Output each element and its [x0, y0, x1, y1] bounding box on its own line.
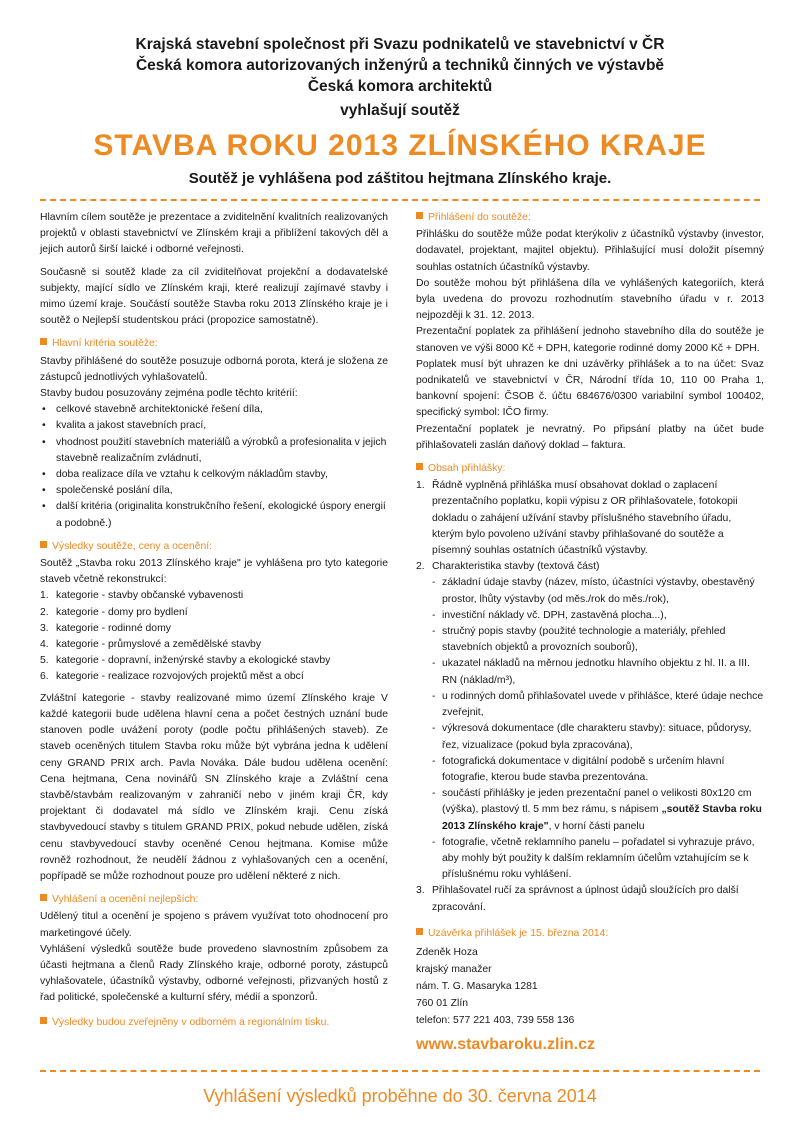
- criteria-list: [40, 402, 388, 532]
- registration-paragraph-3: Prezentační poplatek za přihlášení jednoho stavebního díla do soutěže je stanoven ve výši 8000 Kč + DPH, kategorie rodinné domy 2000 Kč + DPH.: [416, 326, 764, 354]
- list-item: 2. Charakteristika stavby (textová část): [416, 561, 600, 573]
- criteria-intro: Stavby přihlášené do soutěže posuzuje odborná porota, která je složena ze zástupců jednotlivých vyhlašovatelů.: [40, 355, 388, 383]
- page-title: STAVBA ROKU 2013 ZLÍNSKÉHO KRAJE: [93, 129, 707, 162]
- contact-block: [416, 944, 764, 1029]
- publication-note: Výsledky budou zveřejněny v odborném a regionálním tisku.: [40, 1015, 388, 1031]
- sub-item: - investiční náklady vč. DPH, zastavěná plocha...),: [416, 608, 764, 624]
- section-heading-results: Výsledky soutěže, ceny a ocenění:: [40, 539, 388, 555]
- intro-paragraph-2: Současně si soutěž klade za cíl zviditelňovat projekční a dodavatelské subjekty, mající sídlo ve Zlínském kraji, které realizují zajímavé stavby i mimo území kraje. Součástí soutěže Stavba roku 2013 Zlínského kraje je i soutěž o Nejlepší studentskou práci (propozice samostatně).: [40, 266, 388, 327]
- bullet-square-icon: [416, 928, 423, 935]
- section-heading-deadline: Uzávěrka přihlášek je 15. března 2014:: [416, 926, 764, 942]
- contact-phone: telefon: 577 221 403, 739 558 136: [416, 1014, 575, 1026]
- list-item: 3. kategorie - rodinné domy: [40, 622, 171, 634]
- list-item: 1. kategorie - stavby občanské vybavenosti: [40, 590, 244, 602]
- left-column: [40, 210, 388, 1031]
- page-subtitle: Soutěž je vyhlášena pod záštitou hejtmana Zlínského kraje.: [188, 170, 612, 187]
- sub-item: - výkresová dokumentace (dle charakteru stavby): situace, půdorysy, řez, vizualizace (pokud byla zpracována),: [416, 721, 764, 753]
- list-item: • další kritéria (originalita konstrukčního řešení, ekologické úspory energií a podobně.): [40, 499, 388, 531]
- awards-paragraph-2: Vyhlášení výsledků soutěže bude provedeno slavnostním způsobem za účasti hejtmana a členů Rady Zlínského kraje, odborné poroty, zástupců vyhlašovatele, účastníků výstavby, odborné veřejnosti, přizvaných hostů z řad politické, společenské a kulturní sféry, médií a sponzorů.: [40, 943, 388, 1004]
- awards-paragraph-1: Udělený titul a ocenění je spojeno s právem využívat toto ohodnocení pro marketingové účely.: [40, 911, 388, 939]
- sub-item: - ukazatel nákladů na měrnou jednotku hlavního objektu z hl. II. a III. RN (náklad/m³),: [416, 656, 764, 688]
- announce-text: vyhlašují soutěž: [340, 102, 460, 119]
- section-heading-criteria: Hlavní kritéria soutěže:: [40, 336, 388, 352]
- list-item: • vhodnost použití stavebních materiálů a výrobků a profesionalita v jejich stavebně realizačním zvládnutí,: [40, 435, 388, 467]
- organizer-3: Česká komora architektů: [307, 78, 493, 95]
- contact-name: Zdeněk Hoza: [416, 946, 478, 958]
- top-divider: [40, 199, 760, 201]
- bottom-divider: [40, 1070, 760, 1072]
- registration-paragraph-4: Poplatek musí být uhrazen ke dni uzávěrky přihlášek a to na účet: Svaz podnikatelů ve stavebnictví v ČR, Národní třída 10, 110 00 Praha 1, bankovní spojení: ČSOB č. účtu 684676/0300 variabilní symbol 100402, specifický symbol: IČO firmy.: [416, 358, 764, 419]
- intro-paragraph-1: Hlavním cílem soutěže je prezentace a zviditelnění kvalitních realizovaných projektů v oblasti stavebnictví ve Zlínském kraji a přiblížení takových děl a jejich autorů širší laické i odborné veřejnosti.: [40, 212, 388, 256]
- footer-announcement: Vyhlášení výsledků proběhne do 30. června 2014: [203, 1086, 597, 1106]
- list-item: • doba realizace díla ve vztahu k celkovým nákladům stavby,: [40, 467, 388, 483]
- list-item: 6. kategorie - realizace rozvojových projektů měst a obcí: [40, 671, 304, 683]
- list-item: 1. Řádně vyplněná přihláška musí obsahovat doklad o zaplacení prezentačního poplatku, kopii výpisu z OR přihlašovatele, fotokopii dokladu o zahájení užívání stavby příslušného stavebního úřadu, kterým bylo povoleno užívání stavby přihlašované do soutěže a písemný souhlas ostatních účastníků výstavby.: [416, 480, 738, 557]
- list-item: 4. kategorie - průmyslové a zemědělské stavby: [40, 639, 262, 651]
- section-heading-registration: Přihlášení do soutěže:: [416, 210, 764, 226]
- list-item: • celkové stavebně architektonické řešení díla,: [40, 402, 388, 418]
- bullet-square-icon: [40, 1017, 47, 1024]
- list-item: • společenské poslání díla,: [40, 483, 388, 499]
- criteria-intro-2: Stavby budou posuzovány zejména podle těchto kritérií:: [40, 388, 298, 400]
- section-heading-awards: Vyhlášení a ocenění nejlepších:: [40, 892, 388, 908]
- bullet-square-icon: [40, 894, 47, 901]
- registration-paragraph-2: Do soutěže mohou být přihlášena díla ve vyhlášených kategoriích, která byla uvedena do provozu rozhodnutím stavebního úřadu v r. 2013 nejpozději k 31. 12. 2013.: [416, 277, 764, 322]
- organizer-1: Krajská stavební společnost při Svazu podnikatelů ve stavebnictví v ČR: [135, 36, 665, 53]
- list-item: 3. Přihlašovatel ručí za správnost a úplnost údajů sloužících pro další zpracování.: [416, 885, 739, 913]
- section-heading-contents: Obsah přihlášky:: [416, 461, 764, 477]
- header: [0, 34, 800, 187]
- bullet-square-icon: [416, 463, 423, 470]
- sub-item: - součástí přihlášky je jeden prezentační panel o velikosti 80x120 cm (výška), plastový tl. 5 mm bez rámu, s nápisem „soutěž Stavba roku 2013 Zlínského kraje", v horní části panelu: [416, 786, 764, 835]
- right-column: [416, 210, 764, 1053]
- sub-item: - základní údaje stavby (název, místo, účastníci výstavby, obestavěný prostor, lhůty výstavby (od měs./rok do měs./rok),: [416, 575, 764, 607]
- sub-item: - fotografická dokumentace v digitální podobě s určením hlavní fotografie, kterou bude stavba prezentována.: [416, 754, 764, 786]
- sub-item: - fotografie, včetně reklamního panelu – pořadatel si vyhrazuje právo, aby mohly být použity k dalším reklamním účelům vztahujícím se k příslušnému roku vyhlášení.: [416, 835, 764, 884]
- contact-role: krajský manažer: [416, 963, 492, 975]
- bullet-square-icon: [40, 338, 47, 345]
- contact-street: nám. T. G. Masaryka 1281: [416, 980, 538, 992]
- bullet-square-icon: [416, 212, 423, 219]
- bullet-square-icon: [40, 541, 47, 548]
- website-link[interactable]: www.stavbaroku.zlin.cz: [416, 1035, 596, 1053]
- results-text: Zvláštní kategorie - stavby realizované mimo území Zlínského kraje V každé kategorii bude udělena hlavní cena a počet čestných uznání bude stanoven podle uvážení poroty (podle počtu přihlášených staveb). Ze staveb oceněných titulem Stavba roku může být vybrána jedna k udělení ceny GRAND PRIX arch. Pavla Nováka. Dále budou udělena ocenění: Cena hejtmana, Cena novinářů SN Zlínského kraje a Zvláštní cena stavbě/stavbám realizovaným v zahraničí nebo v jiném kraji ČR, kdy projektant či dodavatel má sídlo ve Zlínském kraji. Cenu získá stavbyvedoucí stavby s titulem GRAND PRIX, pokud nebude udělen, získá cenu stavbyvedoucí stavby oceněné Cenou hejtmana. Komise může rovněž rozhodnout, že neudělí žádnou z vyhlašovaných cen a ocenění, popřípadě se může rozhodnout pouze pro udělení některé z nich.: [40, 692, 388, 882]
- list-item: 5. kategorie - dopravní, inženýrské stavby a ekologické stavby: [40, 655, 331, 667]
- results-intro: Soutěž „Stavba roku 2013 Zlínského kraje" je vyhlášena pro tyto kategorie staveb včetně rekonstrukcí:: [40, 558, 388, 586]
- list-item: • kvalita a jakost stavebních prací,: [40, 418, 388, 434]
- sub-item: - u rodinných domů přihlašovatel uvede v přihlášce, které údaje nechce zveřejnit,: [416, 689, 764, 721]
- list-item: 2. kategorie - domy pro bydlení: [40, 606, 188, 618]
- registration-paragraph-1: Přihlášku do soutěže může podat kterýkoliv z účastníků výstavby (investor, dodavatel, projektant, majitel objektu). Přihlašující musí doložit písemný souhlas ostatních účastníků výstavby.: [416, 229, 764, 273]
- sub-item: - stručný popis stavby (použité technologie a materiály, přehled stavebních objektů a provozních souborů),: [416, 624, 764, 656]
- registration-paragraph-5: Prezentační poplatek je nevratný. Po připsání platby na účet bude přihlašovateli zaslán daňový doklad – faktura.: [416, 423, 764, 451]
- organizer-2: Česká komora autorizovaných inženýrů a techniků činných ve výstavbě: [135, 57, 665, 74]
- category-list: [40, 588, 388, 685]
- contact-city: 760 01 Zlín: [416, 997, 468, 1009]
